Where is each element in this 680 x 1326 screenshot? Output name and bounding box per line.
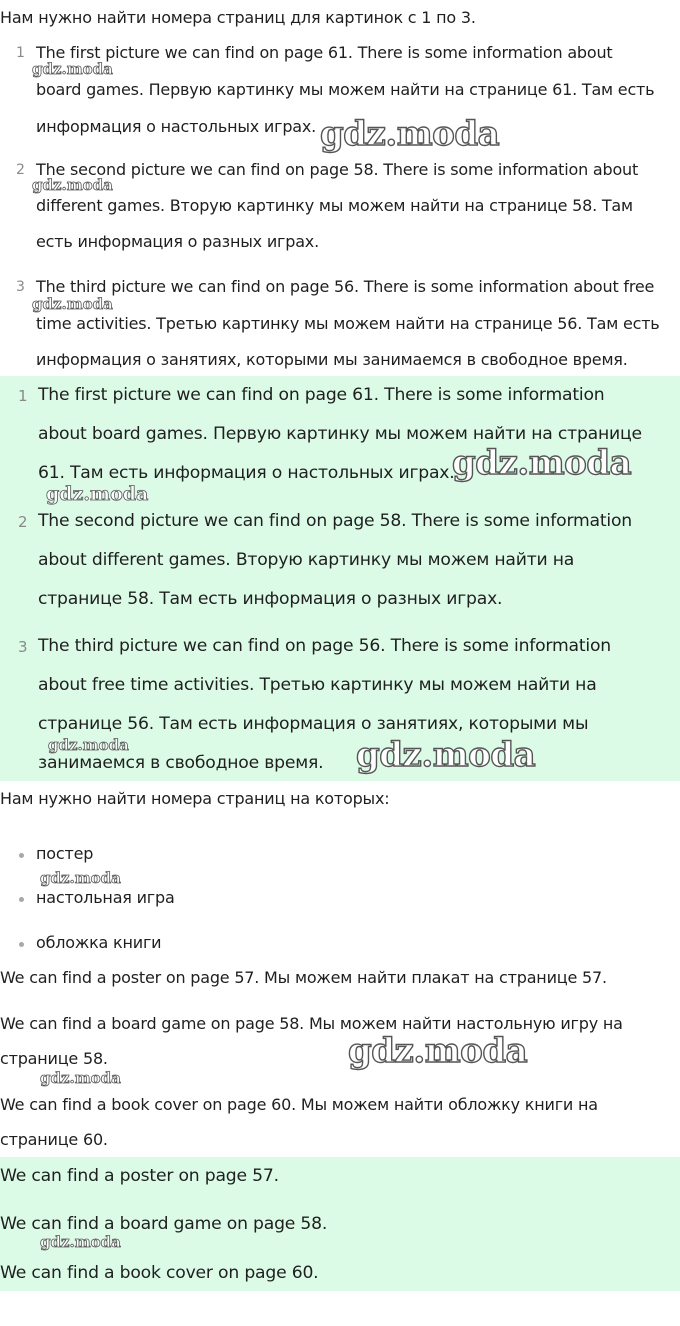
task1-intro: Нам нужно найти номера страниц для картинок с 1 по 3. xyxy=(0,8,476,27)
task2-sentence: We can find a board game on page 58. Мы можем найти настольную игру на xyxy=(0,1014,623,1033)
bullet-dot xyxy=(19,897,24,902)
answer1-item-line: странице 58. Там есть информация о разных играх. xyxy=(38,589,503,609)
task1-item-line: информация о настольных играх. xyxy=(36,117,317,136)
watermark: gdz.moda xyxy=(452,443,632,483)
watermark: gdz.moda xyxy=(40,1069,121,1087)
task1-item-line: The second picture we can find on page 58. There is some information about xyxy=(36,160,639,179)
task2-sentence: странице 58. xyxy=(0,1049,108,1068)
task2-intro: Нам нужно найти номера страниц на которых: xyxy=(0,789,390,808)
answer2-line: We can find a book cover on page 60. xyxy=(0,1263,319,1283)
bullet-dot xyxy=(19,942,24,947)
answer1-item-line: about free time activities. Третью картинку мы можем найти на xyxy=(38,675,597,695)
list-item: обложка книги xyxy=(36,933,162,952)
answer2-line: We can find a board game on page 58. xyxy=(0,1214,328,1234)
task1-item-line: time activities. Третью картинку мы можем найти на странице 56. Там есть xyxy=(36,314,660,333)
bullet-dot xyxy=(19,853,24,858)
watermark: gdz.moda xyxy=(320,114,500,154)
task2-sentence: странице 60. xyxy=(0,1130,108,1149)
task1-item-line: different games. Вторую картинку мы можем найти на странице 58. Там xyxy=(36,196,633,215)
task1-item-number: 1 xyxy=(16,45,25,61)
answer1-item-line: занимаемся в свободное время. xyxy=(38,753,324,773)
task1-item-line: board games. Первую картинку мы можем найти на странице 61. Там есть xyxy=(36,80,655,99)
watermark: gdz.moda xyxy=(32,60,113,78)
answer1-item-number: 2 xyxy=(18,513,28,531)
answer1-item-line: 61. Там есть информация о настольных играх. xyxy=(38,463,455,483)
answer1-item-line: The first picture we can find on page 61. There is some information xyxy=(38,385,605,405)
watermark: gdz.moda xyxy=(40,869,121,887)
answer1-item-number: 3 xyxy=(18,638,28,656)
answer1-item-line: The second picture we can find on page 58. There is some information xyxy=(38,511,633,531)
task2-sentence: We can find a poster on page 57. Мы можем найти плакат на странице 57. xyxy=(0,968,607,987)
task1-item-line: The third picture we can find on page 56. There is some information about free xyxy=(36,277,655,296)
answer1-item-line: about different games. Вторую картинку мы можем найти на xyxy=(38,550,575,570)
watermark: gdz.moda xyxy=(40,1233,121,1251)
list-item: постер xyxy=(36,844,94,863)
task1-item-line: The first picture we can find on page 61. There is some information about xyxy=(36,43,613,62)
answer2-line: We can find a poster on page 57. xyxy=(0,1166,279,1186)
task2-sentence: We can find a book cover on page 60. Мы можем найти обложку книги на xyxy=(0,1095,598,1114)
task1-item-line: есть информация о разных играх. xyxy=(36,232,319,251)
watermark: gdz.moda xyxy=(46,483,149,505)
watermark: gdz.moda xyxy=(48,736,129,754)
task1-item-number: 2 xyxy=(16,162,25,178)
watermark: gdz.moda xyxy=(348,1031,528,1071)
answer1-item-line: странице 56. Там есть информация о занятиях, которыми мы xyxy=(38,714,589,734)
answer1-item-number: 1 xyxy=(18,387,28,405)
answer1-item-line: about board games. Первую картинку мы можем найти на странице xyxy=(38,424,642,444)
watermark: gdz.moda xyxy=(32,295,113,313)
task1-item-number: 3 xyxy=(16,279,25,295)
answer1-item-line: The third picture we can find on page 56. There is some information xyxy=(38,636,611,656)
watermark: gdz.moda xyxy=(32,176,113,194)
list-item: настольная игра xyxy=(36,888,175,907)
task1-item-line: информация о занятиях, которыми мы занимаемся в свободное время. xyxy=(36,350,628,369)
watermark: gdz.moda xyxy=(356,735,536,775)
